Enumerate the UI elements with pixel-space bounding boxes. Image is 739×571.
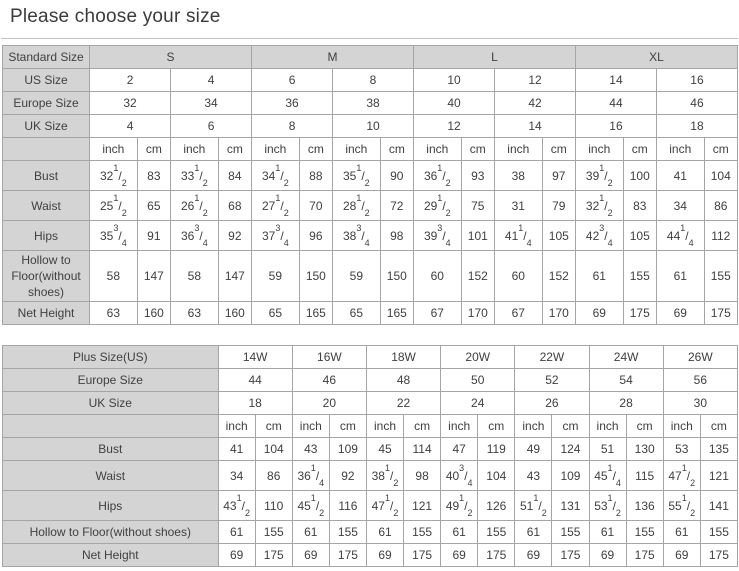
- unit-inch-cell: inch: [589, 415, 626, 438]
- measure-cell: 58: [90, 251, 138, 302]
- units-corner: [3, 415, 219, 438]
- measure-cell: 53: [663, 438, 700, 461]
- unit-inch-cell: inch: [366, 415, 403, 438]
- measure-cell: 175: [404, 544, 441, 567]
- table-row: [3, 251, 738, 302]
- size-group-l: L: [414, 46, 576, 69]
- size-cell: 14: [495, 115, 576, 138]
- measure-cell: 170: [461, 302, 494, 325]
- table-row: [3, 544, 738, 567]
- measure-cell: $51^1/_2$: [515, 491, 552, 521]
- measure-cell: 109: [552, 461, 589, 491]
- title-divider: [1, 38, 738, 39]
- measure-cell: 63: [171, 302, 219, 325]
- unit-inch-cell: inch: [333, 138, 381, 161]
- measure-cell: $45^1/_2$: [292, 491, 329, 521]
- size-cell: 24: [441, 392, 515, 415]
- plus-size-table-body: [3, 346, 738, 567]
- measure-cell: 69: [656, 302, 704, 325]
- measure-cell: $32^1/_2$: [90, 161, 138, 191]
- unit-inch-cell: inch: [663, 415, 700, 438]
- measure-cell: 175: [704, 302, 737, 325]
- measure-cell: 165: [299, 302, 332, 325]
- measure-cell: 165: [380, 302, 413, 325]
- unit-cm-cell: cm: [478, 415, 515, 438]
- measure-cell: $36^3/_4$: [171, 221, 219, 251]
- size-cell: 40: [414, 92, 495, 115]
- measure-cell: 175: [626, 544, 663, 567]
- table-row: [3, 346, 738, 369]
- measure-cell: 51: [589, 438, 626, 461]
- measure-cell: 86: [255, 461, 292, 491]
- measure-cell: 152: [461, 251, 494, 302]
- measure-cell: 175: [623, 302, 656, 325]
- size-cell: 18: [218, 392, 292, 415]
- measure-cell: 47: [441, 438, 478, 461]
- measure-cell: 41: [218, 438, 255, 461]
- corner-standard-size: Standard Size: [3, 46, 90, 69]
- measure-cell: 141: [700, 491, 737, 521]
- table-row: [3, 191, 738, 221]
- measure-cell: 175: [552, 544, 589, 567]
- measure-cell: 70: [299, 191, 332, 221]
- measure-cell: 147: [218, 251, 251, 302]
- measure-cell: 155: [255, 521, 292, 544]
- size-cell: 50: [441, 369, 515, 392]
- measure-cell: 84: [218, 161, 251, 191]
- measure-cell: 98: [404, 461, 441, 491]
- measure-cell: 59: [333, 251, 381, 302]
- measure-cell: 69: [589, 544, 626, 567]
- measure-cell: $29^1/_2$: [414, 191, 462, 221]
- unit-inch-cell: inch: [218, 415, 255, 438]
- measure-cell: 92: [218, 221, 251, 251]
- measure-cell: 98: [380, 221, 413, 251]
- measure-cell: 61: [589, 521, 626, 544]
- table-row: [3, 461, 738, 491]
- measure-cell: 65: [137, 191, 170, 221]
- measure-cell: 34: [218, 461, 255, 491]
- row-label: Waist: [3, 461, 219, 491]
- measure-cell: 43: [515, 461, 552, 491]
- size-cell: 54: [589, 369, 663, 392]
- measure-cell: 97: [542, 161, 575, 191]
- measure-cell: 155: [552, 521, 589, 544]
- size-cell: 8: [333, 69, 414, 92]
- table-row: [3, 46, 738, 69]
- measure-cell: 58: [171, 251, 219, 302]
- measure-cell: 31: [495, 191, 543, 221]
- size-cell: 20: [292, 392, 366, 415]
- unit-inch-cell: inch: [495, 138, 543, 161]
- size-group-xl: XL: [575, 46, 737, 69]
- plus-size-cell: 26W: [663, 346, 737, 369]
- measure-cell: 131: [552, 491, 589, 521]
- row-label: Hollow to Floor(without shoes): [3, 521, 219, 544]
- measure-cell: 147: [137, 251, 170, 302]
- unit-cm-cell: cm: [404, 415, 441, 438]
- measure-cell: 105: [542, 221, 575, 251]
- row-label: UK Size: [3, 392, 219, 415]
- measure-cell: 116: [329, 491, 366, 521]
- row-label: Bust: [3, 161, 90, 191]
- measure-cell: 105: [623, 221, 656, 251]
- size-group-s: S: [90, 46, 252, 69]
- row-label: Bust: [3, 438, 219, 461]
- unit-cm-cell: cm: [461, 138, 494, 161]
- measure-cell: 60: [495, 251, 543, 302]
- table-row: [3, 161, 738, 191]
- measure-cell: 49: [515, 438, 552, 461]
- measure-cell: 61: [575, 251, 623, 302]
- measure-cell: $42^3/_4$: [575, 221, 623, 251]
- measure-cell: $36^1/_2$: [414, 161, 462, 191]
- unit-inch-cell: inch: [441, 415, 478, 438]
- table-row: [3, 69, 738, 92]
- measure-cell: 130: [626, 438, 663, 461]
- measure-cell: 88: [299, 161, 332, 191]
- measure-cell: 69: [292, 544, 329, 567]
- unit-cm-cell: cm: [137, 138, 170, 161]
- measure-cell: $37^3/_4$: [252, 221, 300, 251]
- measure-cell: $27^1/_2$: [252, 191, 300, 221]
- table-row: [3, 415, 738, 438]
- measure-cell: 61: [515, 521, 552, 544]
- measure-cell: 155: [404, 521, 441, 544]
- plus-size-table: [2, 345, 738, 567]
- measure-cell: 155: [704, 251, 737, 302]
- measure-cell: 96: [299, 221, 332, 251]
- size-cell: 44: [575, 92, 656, 115]
- table-row: [3, 491, 738, 521]
- measure-cell: 83: [137, 161, 170, 191]
- row-label: Hips: [3, 491, 219, 521]
- size-cell: 26: [515, 392, 589, 415]
- measure-cell: $33^1/_2$: [171, 161, 219, 191]
- measure-cell: 100: [623, 161, 656, 191]
- row-label: Hollow to Floor(without shoes): [3, 251, 90, 302]
- table-row: [3, 521, 738, 544]
- plus-size-cell: 14W: [218, 346, 292, 369]
- measure-cell: 93: [461, 161, 494, 191]
- measure-cell: 155: [478, 521, 515, 544]
- table-row: [3, 369, 738, 392]
- size-cell: 34: [171, 92, 252, 115]
- measure-cell: 86: [704, 191, 737, 221]
- measure-cell: $39^1/_2$: [575, 161, 623, 191]
- size-cell: 46: [292, 369, 366, 392]
- measure-cell: 45: [366, 438, 403, 461]
- size-cell: 30: [663, 392, 737, 415]
- row-label: Plus Size(US): [3, 346, 219, 369]
- unit-cm-cell: cm: [329, 415, 366, 438]
- measure-cell: $38^3/_4$: [333, 221, 381, 251]
- measure-cell: 160: [218, 302, 251, 325]
- size-cell: 48: [366, 369, 440, 392]
- size-cell: 44: [218, 369, 292, 392]
- unit-inch-cell: inch: [252, 138, 300, 161]
- row-label: US Size: [3, 69, 90, 92]
- measure-cell: 104: [704, 161, 737, 191]
- measure-cell: $35^1/_2$: [333, 161, 381, 191]
- measure-cell: 68: [218, 191, 251, 221]
- measure-cell: 112: [704, 221, 737, 251]
- unit-inch-cell: inch: [515, 415, 552, 438]
- unit-cm-cell: cm: [380, 138, 413, 161]
- measure-cell: $39^3/_4$: [414, 221, 462, 251]
- size-cell: 10: [333, 115, 414, 138]
- measure-cell: $44^1/_4$: [656, 221, 704, 251]
- size-cell: 16: [575, 115, 656, 138]
- measure-cell: 104: [255, 438, 292, 461]
- measure-cell: 101: [461, 221, 494, 251]
- measure-cell: 65: [252, 302, 300, 325]
- measure-cell: $43^1/_2$: [218, 491, 255, 521]
- measure-cell: 61: [218, 521, 255, 544]
- measure-cell: 114: [404, 438, 441, 461]
- measure-cell: 175: [255, 544, 292, 567]
- measure-cell: 109: [329, 438, 366, 461]
- measure-cell: 126: [478, 491, 515, 521]
- size-cell: 4: [90, 115, 171, 138]
- row-label: Net Height: [3, 544, 219, 567]
- size-cell: 42: [495, 92, 576, 115]
- size-cell: 6: [252, 69, 333, 92]
- unit-cm-cell: cm: [542, 138, 575, 161]
- row-label: Europe Size: [3, 369, 219, 392]
- measure-cell: $45^1/_4$: [589, 461, 626, 491]
- unit-inch-cell: inch: [90, 138, 138, 161]
- measure-cell: 69: [515, 544, 552, 567]
- size-cell: 2: [90, 69, 171, 92]
- measure-cell: 72: [380, 191, 413, 221]
- measure-cell: 150: [299, 251, 332, 302]
- measure-cell: 61: [292, 521, 329, 544]
- measure-cell: $55^1/_2$: [663, 491, 700, 521]
- measure-cell: 121: [404, 491, 441, 521]
- measure-cell: 124: [552, 438, 589, 461]
- unit-inch-cell: inch: [414, 138, 462, 161]
- units-corner: [3, 138, 90, 161]
- measure-cell: 83: [623, 191, 656, 221]
- unit-cm-cell: cm: [623, 138, 656, 161]
- size-cell: 36: [252, 92, 333, 115]
- standard-size-table: [2, 45, 738, 325]
- unit-cm-cell: cm: [700, 415, 737, 438]
- size-cell: 52: [515, 369, 589, 392]
- measure-cell: 59: [252, 251, 300, 302]
- measure-cell: 61: [663, 521, 700, 544]
- measure-cell: 121: [700, 461, 737, 491]
- measure-cell: $53^1/_2$: [589, 491, 626, 521]
- measure-cell: 67: [414, 302, 462, 325]
- measure-cell: $38^1/_2$: [366, 461, 403, 491]
- measure-cell: 69: [366, 544, 403, 567]
- unit-inch-cell: inch: [171, 138, 219, 161]
- measure-cell: 43: [292, 438, 329, 461]
- measure-cell: 61: [656, 251, 704, 302]
- unit-cm-cell: cm: [704, 138, 737, 161]
- measure-cell: $49^1/_2$: [441, 491, 478, 521]
- measure-cell: 90: [380, 161, 413, 191]
- plus-size-cell: 16W: [292, 346, 366, 369]
- size-cell: 46: [656, 92, 737, 115]
- unit-cm-cell: cm: [218, 138, 251, 161]
- measure-cell: $34^1/_2$: [252, 161, 300, 191]
- measure-cell: 65: [333, 302, 381, 325]
- size-cell: 16: [656, 69, 737, 92]
- size-cell: 56: [663, 369, 737, 392]
- measure-cell: 110: [255, 491, 292, 521]
- measure-cell: $41^1/_4$: [495, 221, 543, 251]
- measure-cell: 34: [656, 191, 704, 221]
- measure-cell: 67: [495, 302, 543, 325]
- unit-cm-cell: cm: [552, 415, 589, 438]
- measure-cell: $40^3/_4$: [441, 461, 478, 491]
- measure-cell: 63: [90, 302, 138, 325]
- unit-cm-cell: cm: [299, 138, 332, 161]
- unit-inch-cell: inch: [656, 138, 704, 161]
- size-cell: 28: [589, 392, 663, 415]
- measure-cell: 155: [623, 251, 656, 302]
- unit-inch-cell: inch: [292, 415, 329, 438]
- measure-cell: 69: [441, 544, 478, 567]
- measure-cell: 170: [542, 302, 575, 325]
- standard-size-table-body: [3, 46, 738, 325]
- measure-cell: 75: [461, 191, 494, 221]
- measure-cell: 69: [575, 302, 623, 325]
- size-cell: 12: [495, 69, 576, 92]
- measure-cell: 155: [700, 521, 737, 544]
- row-label: UK Size: [3, 115, 90, 138]
- plus-size-cell: 24W: [589, 346, 663, 369]
- measure-cell: 79: [542, 191, 575, 221]
- unit-inch-cell: inch: [575, 138, 623, 161]
- measure-cell: $32^1/_2$: [575, 191, 623, 221]
- measure-cell: 69: [663, 544, 700, 567]
- size-cell: 32: [90, 92, 171, 115]
- table-row: [3, 438, 738, 461]
- plus-size-cell: 20W: [441, 346, 515, 369]
- size-group-m: M: [252, 46, 414, 69]
- measure-cell: 61: [366, 521, 403, 544]
- measure-cell: $26^1/_2$: [171, 191, 219, 221]
- measure-cell: 160: [137, 302, 170, 325]
- measure-cell: $36^1/_4$: [292, 461, 329, 491]
- table-row: [3, 392, 738, 415]
- measure-cell: $47^1/_2$: [663, 461, 700, 491]
- measure-cell: 175: [329, 544, 366, 567]
- measure-cell: 135: [700, 438, 737, 461]
- measure-cell: 175: [700, 544, 737, 567]
- size-cell: 6: [171, 115, 252, 138]
- table-row: [3, 221, 738, 251]
- measure-cell: 136: [626, 491, 663, 521]
- table-row: [3, 138, 738, 161]
- measure-cell: 150: [380, 251, 413, 302]
- measure-cell: 60: [414, 251, 462, 302]
- row-label: Waist: [3, 191, 90, 221]
- measure-cell: 92: [329, 461, 366, 491]
- table-row: [3, 302, 738, 325]
- measure-cell: 175: [478, 544, 515, 567]
- table-row: [3, 92, 738, 115]
- measure-cell: 155: [626, 521, 663, 544]
- measure-cell: 115: [626, 461, 663, 491]
- unit-cm-cell: cm: [255, 415, 292, 438]
- measure-cell: 41: [656, 161, 704, 191]
- measure-cell: 155: [329, 521, 366, 544]
- measure-cell: 38: [495, 161, 543, 191]
- measure-cell: 152: [542, 251, 575, 302]
- table-row: [3, 115, 738, 138]
- measure-cell: 61: [441, 521, 478, 544]
- measure-cell: $35^3/_4$: [90, 221, 138, 251]
- size-cell: 38: [333, 92, 414, 115]
- row-label: Europe Size: [3, 92, 90, 115]
- row-label: Net Height: [3, 302, 90, 325]
- measure-cell: 104: [478, 461, 515, 491]
- measure-cell: $28^1/_2$: [333, 191, 381, 221]
- plus-size-cell: 18W: [366, 346, 440, 369]
- plus-size-cell: 22W: [515, 346, 589, 369]
- row-label: Hips: [3, 221, 90, 251]
- size-cell: 8: [252, 115, 333, 138]
- size-cell: 22: [366, 392, 440, 415]
- size-cell: 14: [575, 69, 656, 92]
- size-cell: 10: [414, 69, 495, 92]
- measure-cell: $47^1/_2$: [366, 491, 403, 521]
- size-cell: 18: [656, 115, 737, 138]
- size-cell: 4: [171, 69, 252, 92]
- measure-cell: 91: [137, 221, 170, 251]
- size-cell: 12: [414, 115, 495, 138]
- measure-cell: 119: [478, 438, 515, 461]
- unit-cm-cell: cm: [626, 415, 663, 438]
- page-title: Please choose your size: [10, 6, 221, 27]
- measure-cell: $25^1/_2$: [90, 191, 138, 221]
- measure-cell: 69: [218, 544, 255, 567]
